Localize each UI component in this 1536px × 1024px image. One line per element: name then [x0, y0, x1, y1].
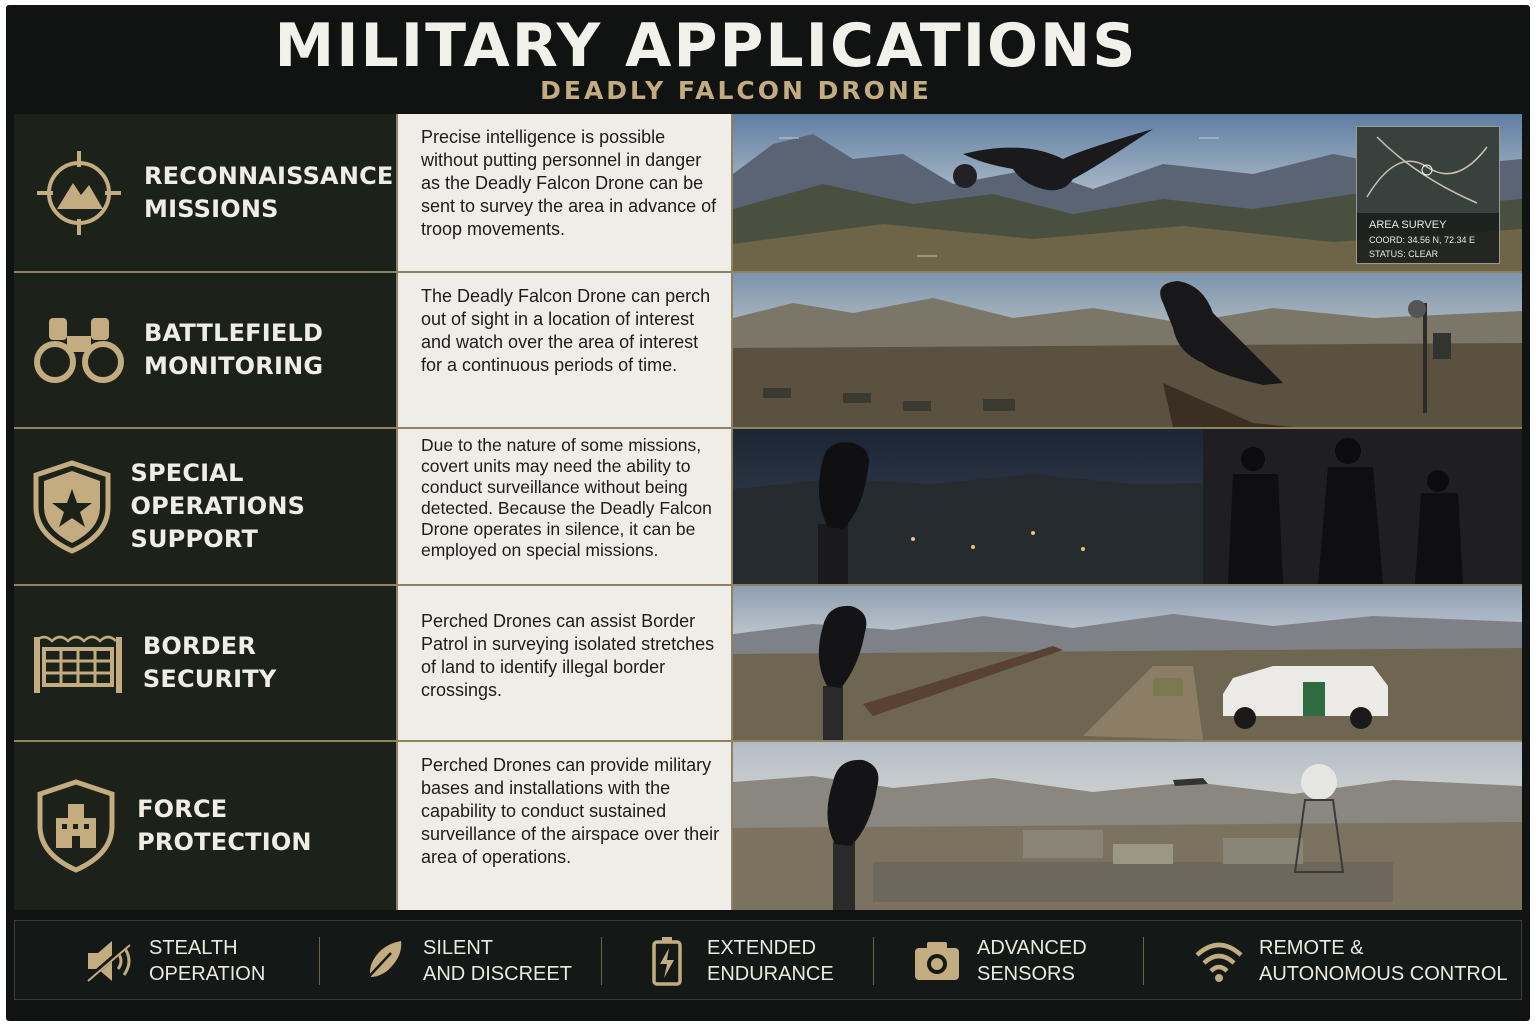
feature-remote-autonomous-control — [1191, 921, 1508, 1001]
feature-label: EXTENDED ENDURANCE — [707, 937, 834, 985]
feature-divider — [873, 937, 874, 985]
scene-image-falcon-military-base — [733, 742, 1522, 910]
speaker-muted-icon — [81, 933, 137, 989]
battery-bolt-icon — [639, 933, 695, 989]
row-label-cell — [14, 114, 396, 271]
row-label-cell — [14, 586, 396, 740]
fence-barbed-wire-icon — [14, 586, 143, 740]
features-bar — [14, 920, 1522, 1000]
table-row-force-protection — [14, 742, 1522, 910]
feature-label: STEALTH OPERATION — [149, 937, 266, 985]
wifi-signal-icon — [1191, 933, 1247, 989]
table-row-reconnaissance — [14, 114, 1522, 271]
row-label-cell — [14, 429, 396, 584]
feature-extended-endurance — [639, 921, 834, 1001]
scene-image-falcon-night-operations — [733, 429, 1522, 584]
camera-icon — [909, 933, 965, 989]
row-description: Due to the nature of some missions, covert units may need the ability to conduct surveillance without being detected. Because the Deadly Falcon Drone operates in silence, it can be employed on special missions. — [398, 429, 731, 584]
row-description: Perched Drones can assist Border Patrol in surveying isolated stretches of land to identify illegal border crossings. — [398, 586, 731, 740]
row-label-cell — [14, 742, 396, 910]
row-label: SPECIAL OPERATIONS SUPPORT — [130, 459, 306, 553]
feature-divider — [319, 937, 320, 985]
feature-advanced-sensors — [909, 921, 1087, 1001]
row-label: FORCE PROTECTION — [137, 795, 312, 856]
row-description: Perched Drones can provide military bases and installations with the capability to conduct sustained surveillance of the airspace over their area of operations. — [398, 742, 731, 910]
scene-image-falcon-flying — [733, 114, 1522, 271]
feather-icon — [355, 933, 411, 989]
table-row-special-operations — [14, 429, 1522, 584]
shield-building-icon — [14, 742, 137, 910]
area-survey-title: AREA SURVEY — [1369, 219, 1447, 231]
feature-divider — [601, 937, 602, 985]
table-row-battlefield — [14, 273, 1522, 427]
area-survey-coord: COORD: 34.56 N, 72.34 E — [1369, 235, 1476, 245]
row-description: The Deadly Falcon Drone can perch out of sight in a location of interest and watch over the area of interest for a continuous periods of time. — [398, 273, 731, 427]
binoculars-icon — [14, 273, 144, 427]
crosshair-mountain-icon — [14, 114, 144, 271]
row-label: BORDER SECURITY — [142, 632, 277, 693]
feature-label: SILENT AND DISCREET — [423, 937, 572, 985]
shield-star-icon — [14, 429, 130, 584]
page-title: MILITARY APPLICATIONS — [274, 11, 1138, 81]
scene-image-falcon-perched-battlefield — [733, 273, 1522, 427]
table-row-border-security — [14, 586, 1522, 740]
feature-label: ADVANCED SENSORS — [977, 937, 1087, 985]
row-label: BATTLEFIELD MONITORING — [144, 319, 324, 380]
page-subtitle: DEADLY FALCON DRONE — [540, 76, 932, 105]
feature-label: REMOTE & AUTONOMOUS CONTROL — [1259, 937, 1508, 985]
feature-stealth-operation — [81, 921, 265, 1001]
scene-image-falcon-border-patrol — [733, 586, 1522, 740]
area-survey-overlay — [1356, 126, 1500, 264]
feature-silent-discreet — [355, 921, 572, 1001]
feature-divider — [1143, 937, 1144, 985]
row-description: Precise intelligence is possible without putting personnel in danger as the Deadly Falcon Drone can be sent to survey the area in advance of troop movements. — [398, 114, 731, 271]
applications-table — [14, 114, 1522, 910]
row-label: RECONNAISSANCE MISSIONS — [144, 161, 394, 223]
row-label-cell — [14, 273, 396, 427]
area-survey-status: STATUS: CLEAR — [1369, 249, 1439, 259]
